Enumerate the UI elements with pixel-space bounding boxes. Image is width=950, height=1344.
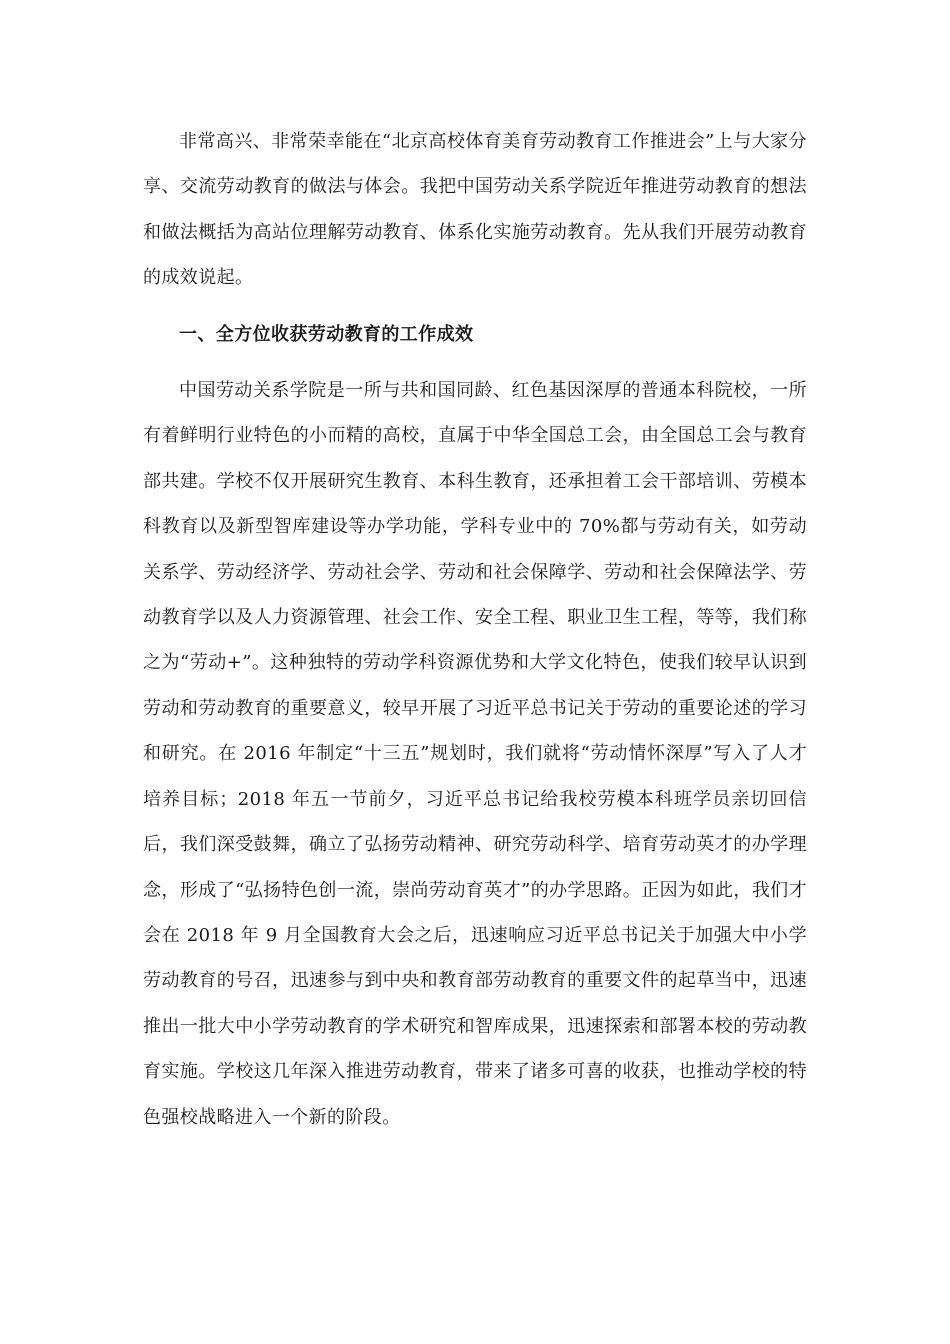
section-heading: 一、全方位收获劳动教育的工作成效: [179, 323, 474, 345]
section-paragraph: 中国劳动关系学院是一所与共和国同龄、红色基因深厚的普通本科院校，一所有着鲜明行业特色的小而精的高校，直属于中华全国总工会，由全国总工会与教育部共建。学校不仅开展研究生教育、本科生教育，还承担着工会干部培训、劳模本科教育以及新型智库建设等办学功能，学科专业中的 70%都与劳动有关，如劳动关系学、劳动经济学、劳动社会学、劳动和社会保障学、劳动和社会保障法学、劳动教育学以及人力资源管理、社会工作、安全工程、职业卫生工程，等等，我们称之为“劳动+”。这种独特的劳动学科资源优势和大学文化特色，使我们较早认识到劳动和劳动教育的重要意义，较早开展了习近平总书记关于劳动的重要论述的学习和研究。在 2016 年制定“十三五”规划时，我们就将“劳动情怀深厚”写入了人才培养目标；2018 年五一节前夕，习近平总书记给我校劳模本科班学员亲切回信后，我们深受鼓舞，确立了弘扬劳动精神、研究劳动科学、培育劳动英才的办学理念，形成了“弘扬特色创一流，崇尚劳动育英才”的办学思路。正因为如此，我们才会在 2018 年 9 月全国教育大会之后，迅速响应习近平总书记关于加强大中小学劳动教育的号召，迅速参与到中央和教育部劳动教育的重要文件的起草当中，迅速推出一批大中小学劳动教育的学术研究和智库成果，迅速探索和部署本校的劳动教育实施。学校这几年深入推进劳动教育，带来了诸多可喜的收获，也推动学校的特色强校战略进入一个新的阶段。: [143, 380, 807, 1128]
intro-paragraph: 非常高兴、非常荣幸能在“北京高校体育美育劳动教育工作推进会”上与大家分享、交流劳动教育的做法与体会。我把中国劳动关系学院近年推进劳动教育的想法和做法概括为高站位理解劳动教育、体系化实施劳动教育。先从我们开展劳动教育的成效说起。: [143, 131, 807, 289]
document-body: [143, 119, 807, 1140]
